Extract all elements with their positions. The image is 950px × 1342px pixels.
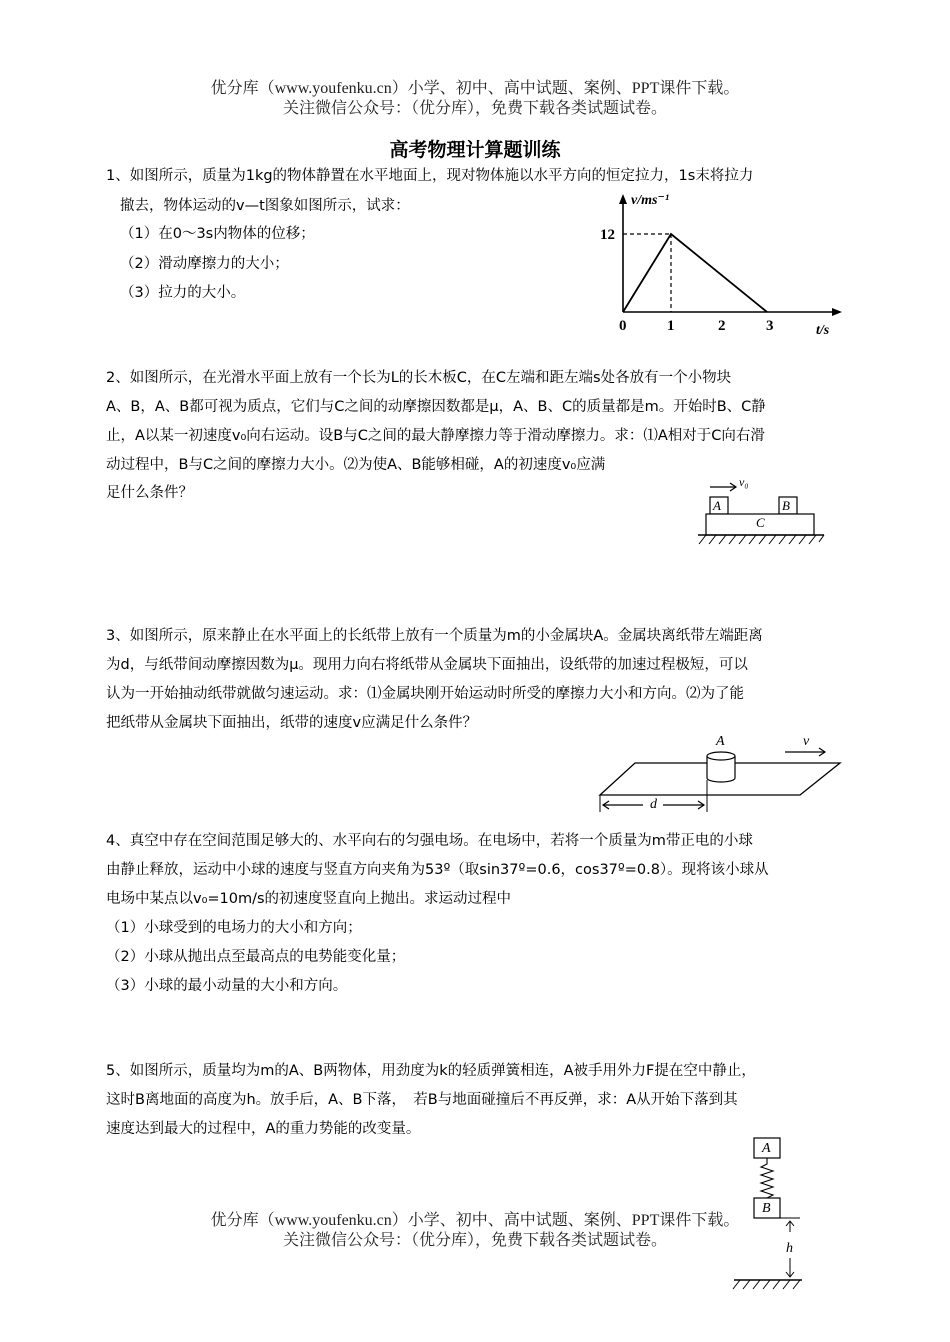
q4-line-2: 由静止释放，运动中小球的速度与竖直方向夹角为53º（取sin37º=0.6，cos37º=0.8）。现将该小球从 (106, 862, 769, 878)
y-axis-arrow-icon (619, 194, 627, 204)
q4-sub-1: （1）小球受到的电场力的大小和方向； (106, 920, 362, 936)
x-axis-arrow-icon (832, 308, 842, 316)
q5-line-2: 这时B离地面的高度为h。放手后，A、B下落， 若B与地面碰撞后不再反弹，求：A从开始下落到其 (106, 1092, 738, 1108)
q3-line-3: 认为一开始抽动纸带就做匀速运动。求：⑴金属块刚开始运动时所受的摩擦力大小和方向。⑵为了能 (106, 686, 744, 702)
header-line-1: 优分库（www.youfenku.cn）小学、初中、高中试题、案例、PPT课件下载。 (210, 80, 740, 97)
height-label: h (786, 1241, 793, 1256)
q4-sub-2: （2）小球从抛出点至最高点的电势能变化量； (106, 949, 406, 965)
q2-line-4: 动过程中，B与C之间的摩擦力大小。⑵为使A、B能够相碰，A的初速度v₀应满 (106, 457, 606, 473)
board-c-label: C (756, 515, 765, 530)
spring (761, 1158, 773, 1202)
header-line-2: 关注微信公众号：（优分库），免费下载各类试题试卷。 (282, 100, 667, 117)
y-tick-12: 12 (600, 227, 615, 243)
vt-graph (595, 188, 855, 340)
paper-strip-figure (595, 728, 850, 816)
x-axis-label: t/s (816, 323, 830, 338)
q5-line-3: 速度达到最大的过程中，A的重力势能的改变量。 (106, 1121, 421, 1137)
page-title: 高考物理计算题训练 (389, 139, 561, 161)
block-b-label: B (782, 498, 790, 513)
cylinder-top (707, 752, 735, 760)
board-blocks-figure (698, 470, 833, 550)
q3-line-2: 为d，与纸带间动摩擦因数为μ。现用力向右将纸带从金属块下面抽出，设纸带的加速过程极短，可以 (106, 657, 748, 673)
block-a-label: A (713, 498, 721, 513)
distance-label: d (650, 797, 657, 812)
q2-line-1: 2、如图所示，在光滑水平面上放有一个长为L的长木板C，在C左端和距左端s处各放有一个小物块 (106, 370, 732, 386)
q5-line-1: 5、如图所示，质量均为m的A、B两物体，用劲度为k的轻质弹簧相连，A被手用外力F提在空中静止， (106, 1063, 756, 1079)
block-a-label: A (762, 1141, 771, 1156)
q2-line-5: 足什么条件？ (106, 485, 193, 501)
q1-sub-3: （3）拉力的大小。 (120, 285, 246, 301)
q1-line-1: 1、如图所示，质量为1kg的物体静置在水平地面上，现对物体施以水平方向的恒定拉力，1s末将拉力 (106, 168, 754, 184)
block-a-label: A (716, 734, 725, 749)
q2-line-2: A、B，A、B都可视为质点，它们与C之间的动摩擦因数都是μ，A、B、C的质量都是m。开始时B、C静 (106, 399, 766, 415)
q4-sub-3: （3）小球的最小动量的大小和方向。 (106, 978, 348, 994)
q4-line-3: 电场中某点以v₀=10m/s的初速度竖直向上抛出。求运动过程中 (106, 891, 512, 907)
x-tick-1: 1 (667, 318, 675, 334)
y-axis-label: v/ms⁻¹ (631, 193, 670, 208)
q3-line-1: 3、如图所示，原来静止在水平面上的长纸带上放有一个质量为m的小金属块A。金属块离纸带左端距离 (106, 628, 763, 644)
q2-line-3: 止，A以某一初速度v₀向右运动。设B与C之间的最大静摩擦力等于滑动摩擦力。求：⑴A相对于C向右滑 (106, 428, 765, 444)
x-tick-3: 3 (766, 318, 774, 334)
block-b-label: B (762, 1201, 771, 1216)
q1-sub-1: （1）在0～3s内物体的位移； (120, 226, 315, 242)
x-tick-2: 2 (718, 318, 726, 334)
velocity-label: v (803, 734, 810, 749)
q1-sub-2: （2）滑动摩擦力的大小； (120, 256, 289, 272)
v0-label: v₀ (739, 475, 749, 489)
ground-hatch (733, 1280, 800, 1289)
q4-line-1: 4、真空中存在空间范围足够大的、水平向右的匀强电场。在电场中，若将一个质量为m带正电的小球 (106, 833, 753, 849)
x-tick-0: 0 (619, 318, 627, 334)
vt-series-line (623, 234, 767, 312)
q3-line-4: 把纸带从金属块下面抽出，纸带的速度v应满足什么条件？ (106, 715, 478, 731)
footer-line-2: 关注微信公众号：（优分库），免费下载各类试题试卷。 (282, 1232, 667, 1249)
ground-hatch (699, 535, 824, 544)
q1-line-2: 撤去，物体运动的v—t图象如图所示，试求： (120, 198, 410, 214)
footer-line-1: 优分库（www.youfenku.cn）小学、初中、高中试题、案例、PPT课件下载。 (210, 1212, 740, 1229)
